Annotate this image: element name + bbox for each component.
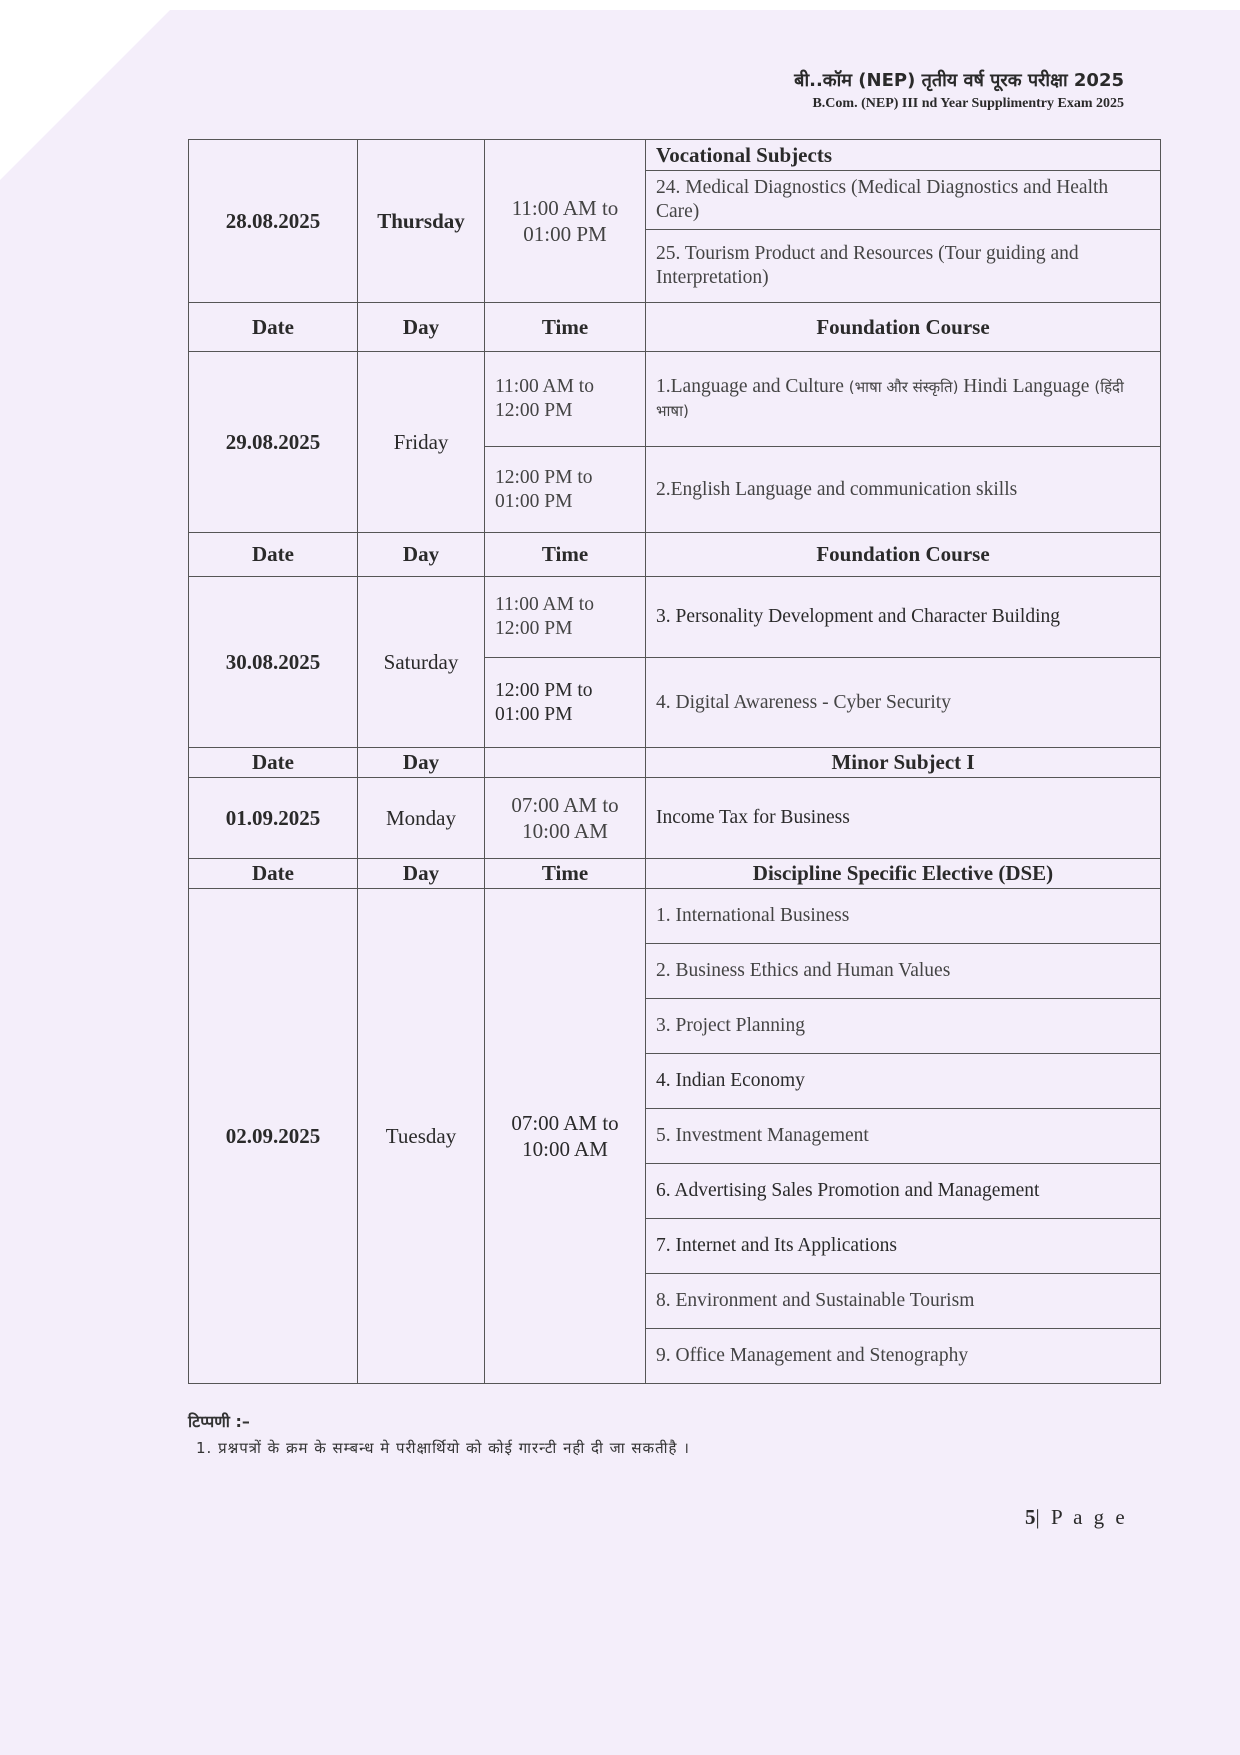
section-heading: Minor Subject I	[646, 748, 1161, 778]
subject: 24. Medical Diagnostics (Medical Diagnostics and Health Care)	[646, 171, 1161, 230]
subject: 25. Tourism Product and Resources (Tour guiding and Interpretation)	[646, 230, 1161, 303]
subject: 4. Indian Economy	[646, 1054, 1161, 1109]
subject: 5. Investment Management	[646, 1109, 1161, 1164]
header-day: Day	[358, 859, 485, 889]
section-heading: Foundation Course	[646, 533, 1161, 577]
header-time: Time	[485, 303, 646, 352]
table-row	[189, 778, 1161, 859]
exam-time: 07:00 AM to 10:00 AM	[485, 889, 646, 1384]
header-day: Day	[358, 303, 485, 352]
page-label: | P a g e	[1035, 1505, 1128, 1529]
exam-day: Saturday	[358, 577, 485, 748]
header-day: Day	[358, 533, 485, 577]
exam-time: 11:00 AM to 01:00 PM	[485, 140, 646, 303]
page-number	[1025, 1505, 1128, 1530]
subject: 9. Office Management and Stenography	[646, 1329, 1161, 1384]
subject: 3. Project Planning	[646, 999, 1161, 1054]
exam-schedule-table	[188, 139, 1161, 1384]
subject: 7. Internet and Its Applications	[646, 1219, 1161, 1274]
note-title: टिप्पणी :–	[188, 1412, 250, 1431]
header-date: Date	[189, 533, 358, 577]
header-time: Time	[485, 859, 646, 889]
scan-edge	[0, 0, 1240, 10]
column-header-row	[189, 533, 1161, 577]
subject	[646, 352, 1161, 447]
page-number-value: 5	[1025, 1505, 1036, 1529]
subject: 1. International Business	[646, 889, 1161, 944]
section-heading: Vocational Subjects	[646, 140, 1161, 171]
subject-part: Hindi Language	[958, 376, 1095, 397]
column-header-row	[189, 859, 1161, 889]
exam-time: 11:00 AM to 12:00 PM	[485, 577, 646, 658]
exam-date: 01.09.2025	[189, 778, 358, 859]
exam-date: 28.08.2025	[189, 140, 358, 303]
subject-hindi: (हिंदी भाषा)	[656, 378, 1124, 420]
header-time: Time	[485, 533, 646, 577]
subject: 8. Environment and Sustainable Tourism	[646, 1274, 1161, 1329]
exam-date: 30.08.2025	[189, 577, 358, 748]
exam-date: 02.09.2025	[189, 889, 358, 1384]
subject-hindi: (भाषा और संस्कृति)	[848, 378, 959, 396]
subject: 2.English Language and communication skills	[646, 447, 1161, 533]
subject-part: 1.Language and Culture	[656, 376, 849, 397]
header-day: Day	[358, 748, 485, 778]
table-row	[189, 352, 1161, 447]
subject: 2. Business Ethics and Human Values	[646, 944, 1161, 999]
column-header-row	[189, 748, 1161, 778]
subject: 4. Digital Awareness - Cyber Security	[646, 658, 1161, 748]
section-heading: Foundation Course	[646, 303, 1161, 352]
exam-date: 29.08.2025	[189, 352, 358, 533]
exam-day: Thursday	[358, 140, 485, 303]
header-empty	[485, 748, 646, 778]
exam-time: 07:00 AM to 10:00 AM	[485, 778, 646, 859]
exam-day: Friday	[358, 352, 485, 533]
header-date: Date	[189, 859, 358, 889]
table-row	[189, 140, 1161, 171]
subject: 3. Personality Development and Character Building	[646, 577, 1161, 658]
subject: Income Tax for Business	[646, 778, 1161, 859]
table-row	[189, 889, 1161, 944]
section-heading: Discipline Specific Elective (DSE)	[646, 859, 1161, 889]
header-hindi: बी..कॉम (NEP) तृतीय वर्ष पूरक परीक्षा 2025	[794, 70, 1124, 91]
table-row	[189, 577, 1161, 658]
header-date: Date	[189, 303, 358, 352]
exam-time: 12:00 PM to 01:00 PM	[485, 447, 646, 533]
header-english: B.Com. (NEP) III nd Year Supplimentry Exam 2025	[812, 96, 1124, 111]
exam-time: 11:00 AM to 12:00 PM	[485, 352, 646, 447]
header-date: Date	[189, 748, 358, 778]
column-header-row	[189, 303, 1161, 352]
exam-time: 12:00 PM to 01:00 PM	[485, 658, 646, 748]
folded-corner	[0, 0, 180, 180]
exam-day: Tuesday	[358, 889, 485, 1384]
note-item: 1. प्रश्नपत्रों के क्रम के सम्बन्ध मे परीक्षार्थियो को कोई गारन्टी नही दी जा सकतीहै ।	[196, 1439, 690, 1457]
exam-day: Monday	[358, 778, 485, 859]
subject: 6. Advertising Sales Promotion and Management	[646, 1164, 1161, 1219]
